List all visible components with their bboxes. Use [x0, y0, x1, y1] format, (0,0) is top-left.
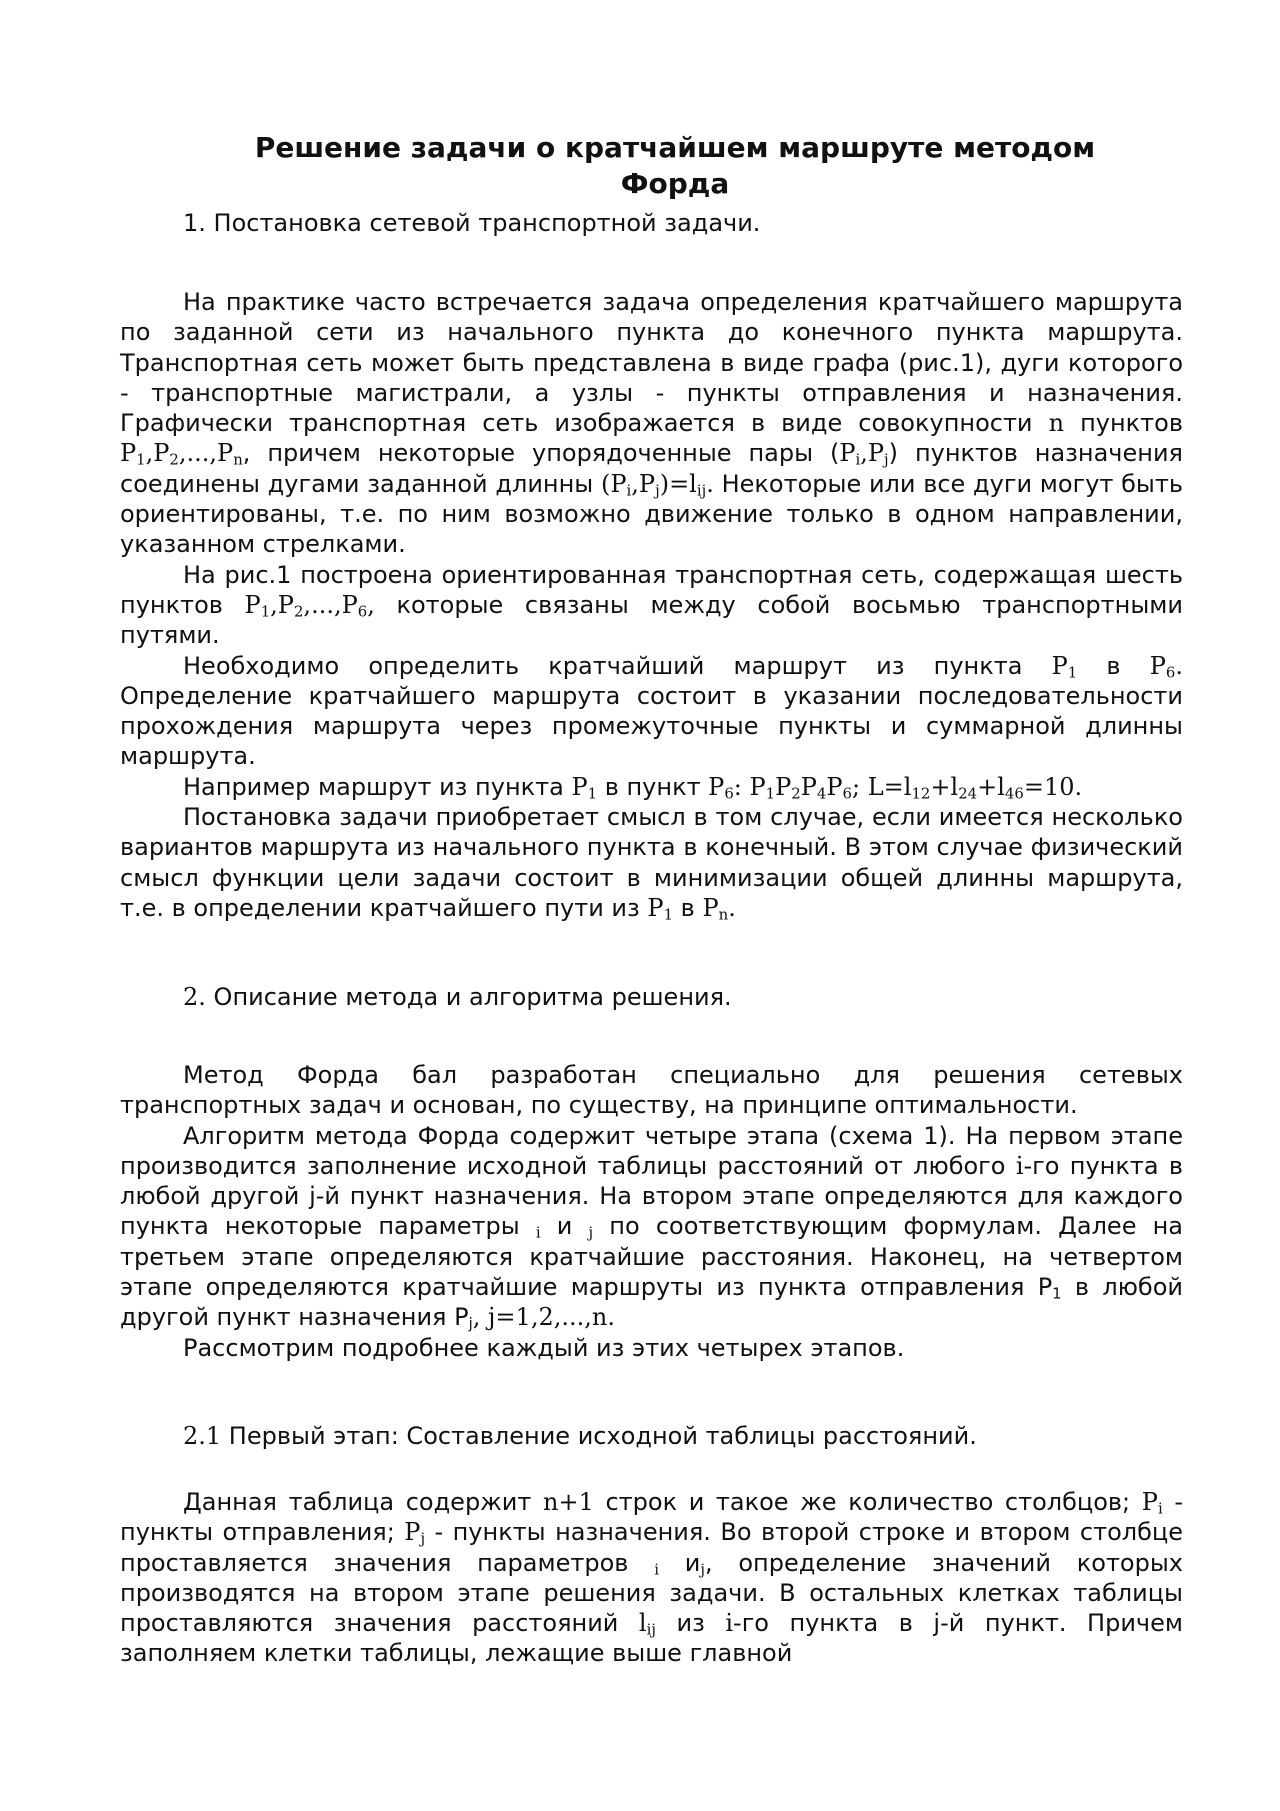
method-paragraph-1: Метод Форда бал разработан специально для решения сетевых транспортных задач и основан, по существу, на принципе оптимальности. — [120, 1061, 1183, 1120]
method-paragraph-2: Алгоритм метода Форда содержит четыре этапа (схема 1). На первом этапе производится заполнение исходной таблицы расстояний от любого i-го пункта в любой другой j-й пункт назначения. На втором этапе определяются для каждого пункта некоторые параметры $_i$ и $_j$ по соответствующим формулам. Далее на третьем этапе определяются кратчайшие расстояния. Наконец, на четвертом этапе определяются кратчайшие маршруты из пункта отправления $P_1$ в любой другой пункт назначения $P_j$, j=1,2,...,n. — [120, 1121, 1184, 1334]
example-paragraph: Например маршрут из пункта $P_1$ в пункт $P_6$: $P_1P_2P_4P_6$; $L=l_{12}+l_{24}+l_{46}=10$. — [183, 772, 1083, 803]
method-paragraph-3: Рассмотрим подробнее каждый из этих четырех этапов. — [183, 1333, 905, 1362]
figure-1-paragraph: На рис.1 построена ориентированная транспортная сеть, содержащая шесть пунктов $P_1,P_2,...,P_6$, которые связаны между собой восьмью транспортными путями. — [120, 560, 1183, 650]
statement-paragraph: Постановка задачи приобретает смысл в том случае, если имеется несколько вариантов маршрута из начального пункта в конечный. В этом случае физический смысл функции цели задачи состоит в минимизации общей длинны маршрута, т.е. в определении кратчайшего пути из $P_1$ в $P_n$. — [120, 803, 1183, 924]
section-2-body — [120, 1060, 1183, 1363]
task-paragraph: Необходимо определить кратчайший маршрут из пункта $P_1$ в $P_6$. Определение кратчайшего маршрута состоит в указании последовательности прохождения маршрута через промежуточные пункты и суммарной длинны маршрута. — [120, 651, 1183, 771]
section-1-heading: 1. Постановка сетевой транспортной задачи. — [183, 209, 761, 237]
section-1-body — [120, 287, 1183, 923]
document-title: Решение задачи о кратчайшем маршруте методом Форда — [254, 131, 1096, 200]
section-2-1-heading: 2.1 Первый этап: Составление исходной таблицы расстояний. — [183, 1422, 977, 1450]
table-description-paragraph: Данная таблица содержит n+1 строк и такое же количество столбцов; $P_i$ - пункты отправления; $P_j$ - пункты назначения. Во второй строке и втором столбце проставляется значения параметров $_i$ $и_j$, определение значений которых производятся на втором этапе решения задачи. В остальных клетках таблицы проставляются значения расстояний $l_{ij}$ из i-го пункта в j-й пункт. Причем заполняем клетки таблицы, лежащие выше главной — [120, 1488, 1184, 1668]
intro-paragraph: На практике часто встречается задача определения кратчайшего маршрута по заданной сети из начального пункта до конечного пункта маршрута. Транспортная сеть может быть представлена в виде графа (рис.1), дуги которого - транспортные магистрали, а узлы - пункты отправления и назначения. Графически транспортная сеть изображается в виде совокупности n пунктов $P_1,P_2,...,P_n$, причем некоторые упорядоченные пары $(P_i,P_j)$ пунктов назначения соединены дугами заданной длинны $(P_i,P_j)=l_{ij}$. Некоторые или все дуги могут быть ориентированы, т.е. по ним возможно движение только в одном направлении, указанном стрелками. — [120, 288, 1183, 559]
section-2-heading: 2. Описание метода и алгоритма решения. — [183, 983, 732, 1011]
section-2-1-body — [120, 1487, 1183, 1669]
